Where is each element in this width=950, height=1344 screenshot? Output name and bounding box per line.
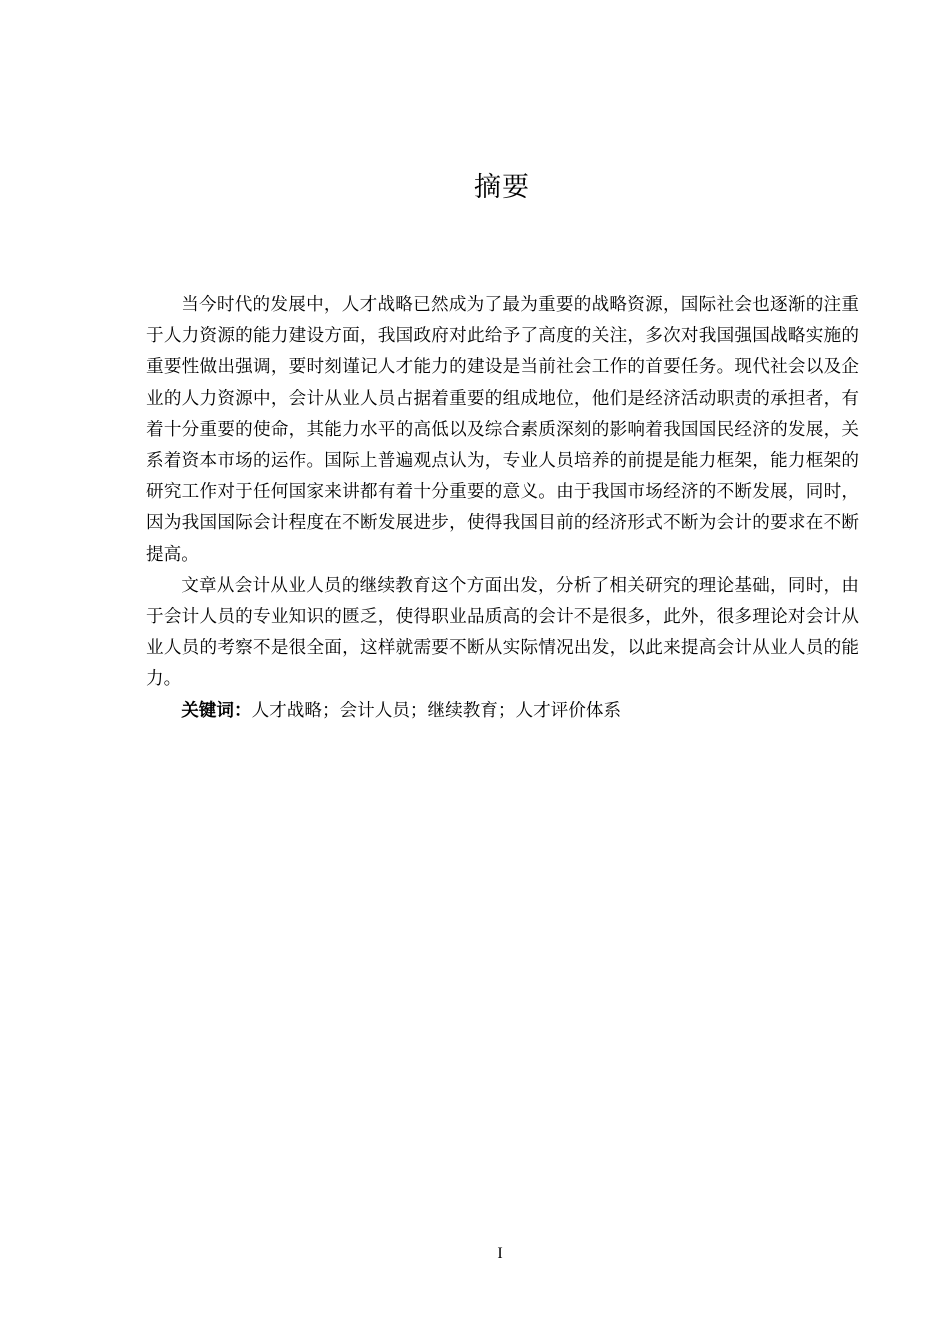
page-number: I <box>497 1245 503 1262</box>
keywords-line <box>146 696 859 727</box>
abstract-paragraph-1: 当今时代的发展中，人才战略已然成为了最为重要的战略资源，国际社会也逐渐的注重于人力资源的能力建设方面，我国政府对此给予了高度的关注，多次对我国强国战略实施的重要性做出强调，要时刻谨记人才能力的建设是当前社会工作的首要任务。现代社会以及企业的人力资源中，会计从业人员占据着重要的组成地位，他们是经济活动职责的承担者，有着十分重要的使命，其能力水平的高低以及综合素质深刻的影响着我国国民经济的发展，关系着资本市场的运作。国际上普遍观点认为，专业人员培养的前提是能力框架，能力框架的研究工作对于任何国家来讲都有着十分重要的意义。由于我国市场经济的不断发展，同时，因为我国国际会计程度在不断发展进步，使得我国目前的经济形式不断为会计的要求在不断提高。 <box>146 295 859 565</box>
abstract-paragraph-2: 文章从会计从业人员的继续教育这个方面出发，分析了相关研究的理论基础，同时，由于会计人员的专业知识的匮乏，使得职业品质高的会计不是很多，此外，很多理论对会计从业人员的考察不是很全面，这样就需要不断从实际情况出发，以此来提高会计从业人员的能力。 <box>146 575 859 690</box>
abstract-body <box>146 290 859 727</box>
abstract-title: 摘要 <box>474 172 530 203</box>
keywords-text: 人才战略；会计人员；继续教育；人才评价体系 <box>251 700 622 721</box>
keywords-label: 关键词： <box>181 700 252 721</box>
